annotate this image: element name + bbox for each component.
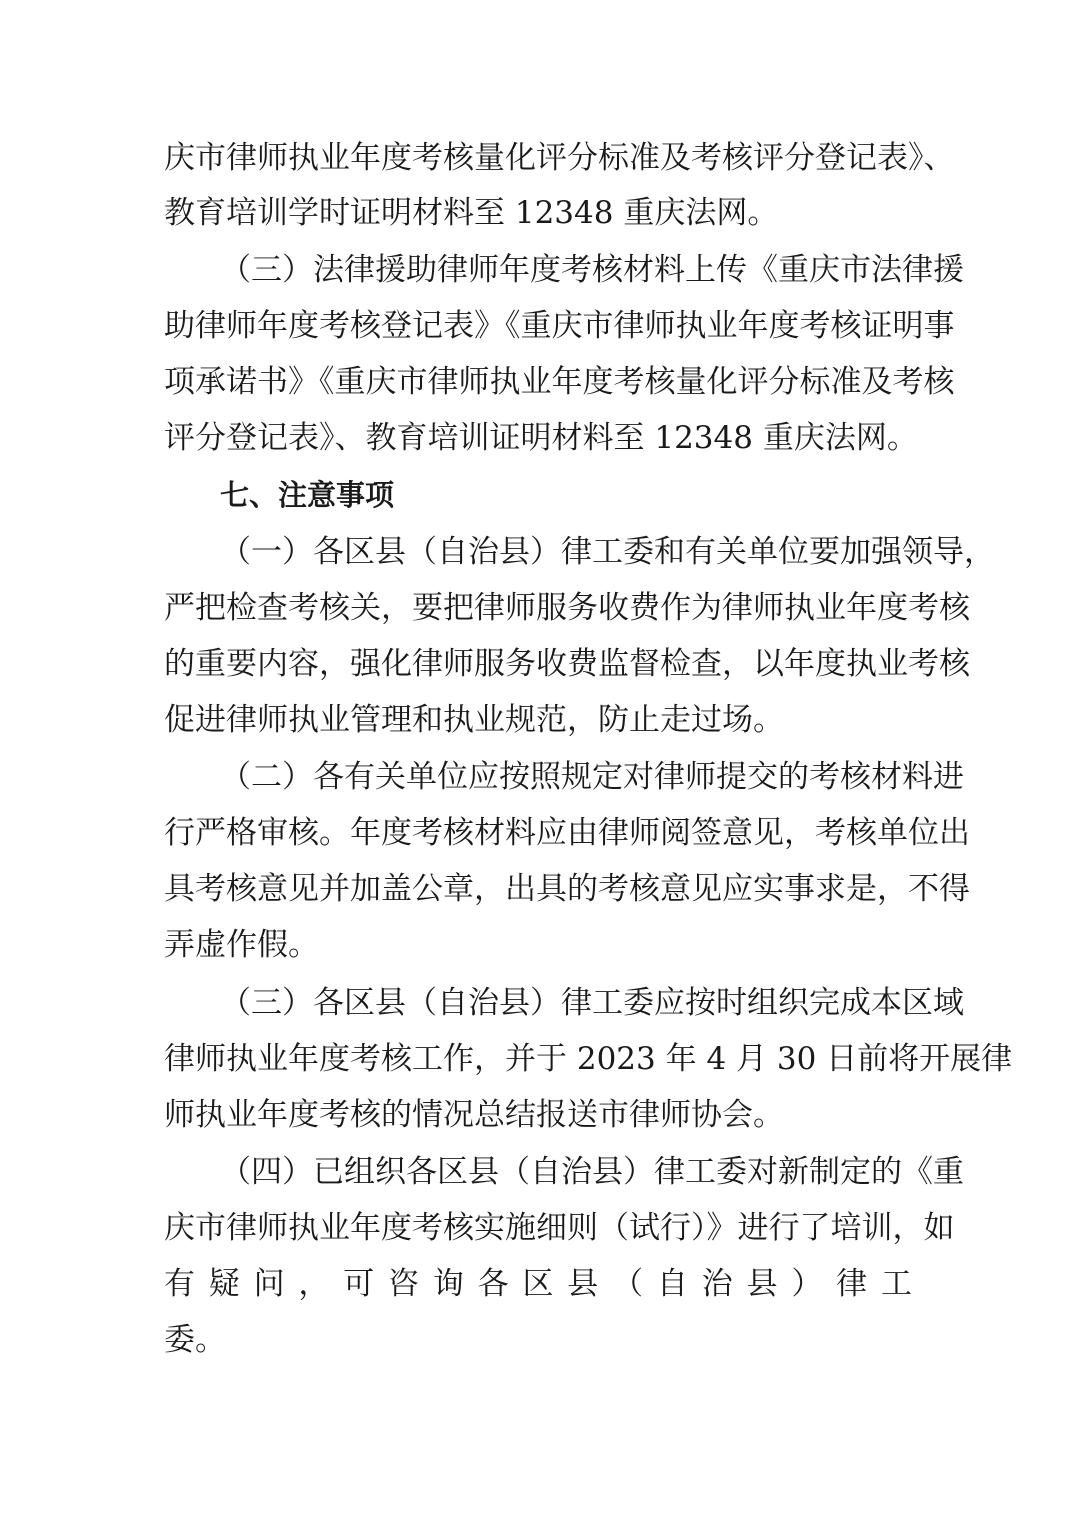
paragraph-line: 行严格审核。年度考核材料应由律师阅签意见，考核单位出	[164, 815, 970, 851]
paragraph-line: 具考核意见并加盖公章，出具的考核意见应实事求是，不得	[164, 871, 970, 907]
paragraph-line: 有疑问，可咨询各区县（自治县）律工	[164, 1266, 912, 1302]
paragraph-line: 的重要内容，强化律师服务收费监督检查，以年度执业考核	[164, 646, 970, 682]
paragraph-line: （三）法律援助律师年度考核材料上传《重庆市法律援	[220, 252, 964, 288]
paragraph-line: 教育培训学时证明材料至 12348 重庆法网。	[164, 195, 779, 231]
paragraph-line: 委。	[164, 1322, 226, 1358]
paragraph-line: 律师执业年度考核工作，并于 2023 年 4 月 30 日前将开展律	[164, 1041, 1013, 1077]
paragraph-line: 弄虚作假。	[164, 927, 319, 963]
paragraph-line: （三）各区县（自治县）律工委应按时组织完成本区域	[220, 985, 964, 1021]
paragraph-line: 助律师年度考核登记表》《重庆市律师执业年度考核证明事	[164, 308, 955, 344]
paragraph-line: （一）各区县（自治县）律工委和有关单位要加强领导，	[220, 534, 995, 570]
paragraph-line: 评分登记表》、教育培训证明材料至 12348 重庆法网。	[164, 420, 918, 456]
paragraph-line: 严把检查考核关，要把律师服务收费作为律师执业年度考核	[164, 590, 970, 626]
paragraph-line: 庆市律师执业年度考核量化评分标准及考核评分登记表》、	[164, 140, 955, 176]
paragraph-line: 庆市律师执业年度考核实施细则（试行）》进行了培训，如	[164, 1210, 955, 1246]
section-heading: 七、注意事项	[220, 478, 395, 512]
paragraph-line: 项承诺书》《重庆市律师执业年度考核量化评分标准及考核	[164, 364, 955, 400]
paragraph-line: 促进律师执业管理和执业规范，防止走过场。	[164, 702, 784, 738]
paragraph-line: （二）各有关单位应按照规定对律师提交的考核材料进	[220, 759, 964, 795]
paragraph-line: 师执业年度考核的情况总结报送市律师协会。	[164, 1097, 784, 1133]
paragraph-line: （四）已组织各区县（自治县）律工委对新制定的《重	[220, 1154, 964, 1190]
